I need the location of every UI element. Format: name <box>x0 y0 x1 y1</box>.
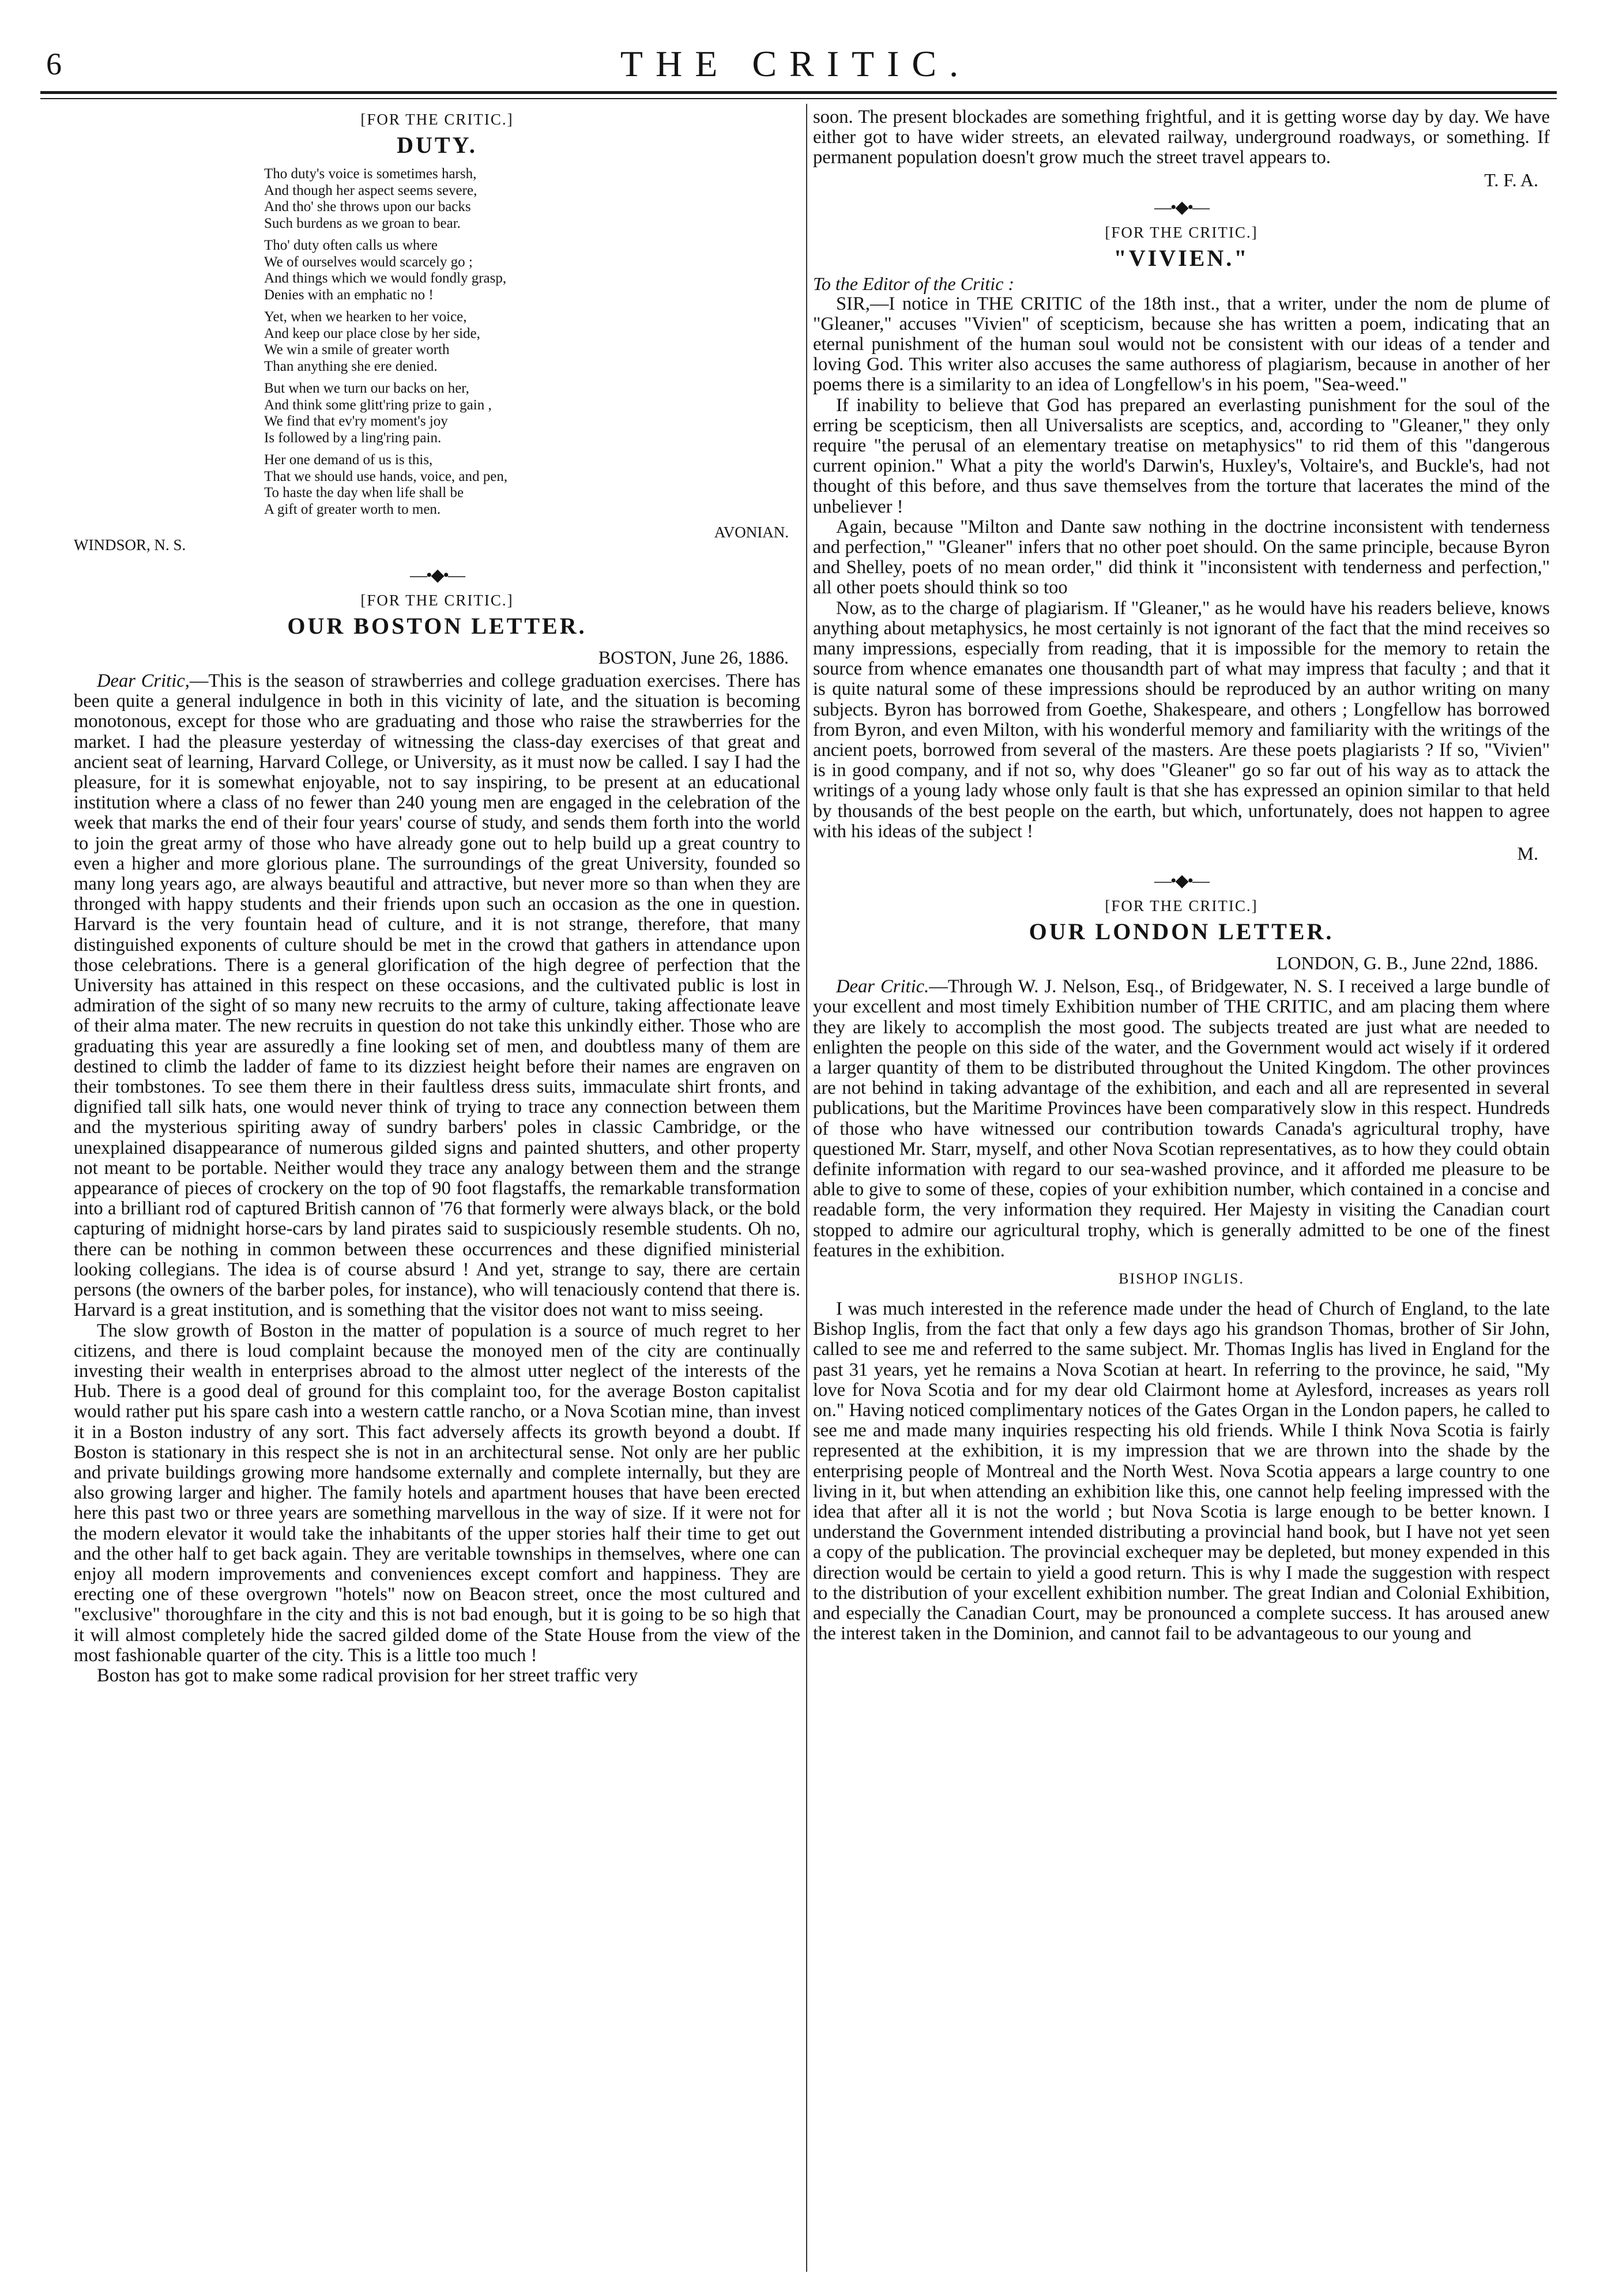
for-the-critic-label: [FOR THE CRITIC.] <box>360 111 514 128</box>
poem-line: Tho duty's voice is sometimes harsh, <box>264 166 477 182</box>
poem-line: Her one demand of us is this, <box>264 452 433 468</box>
dateline: LONDON, G. B., June 22nd, 1886. <box>1276 953 1538 974</box>
poem-place: WINDSOR, N. S. <box>74 536 186 554</box>
subheading: BISHOP INGLIS. <box>1119 1270 1244 1287</box>
poem-stanza <box>264 381 800 446</box>
article-paragraph: Now, as to the charge of plagiarism. If "Gleaner," as he would have his readers believe, knows anything about metaphysics, he most certainly is not ignorant of the fact that the mind receives so many impressions, especially from reading, that it is impossible for the memory to retain the source from whence emanates one thousandth part of what may impress that faculty ; and that it is quite natural some of these impressions should be reproduced by an author writing on many subjects. Byron has borrowed from Goethe, Shakespeare, and others ; Longfellow has borrowed from Byron, and even Milton, with his wonderful memory and familiarity with the writings of the ancient poets, borrowed from several of the masters. Are these poets plagiarists ? If so, "Vivien" is in good company, and if not so, why does "Gleaner" go so far out of his way as to attack the writings of a young lady whose only fault is that she has expressed an opinion similar to that held by thousands of the best people on the earth, but which, unfortunately, does not happen to agree with his ideas of the subject ! <box>813 597 1550 842</box>
poem-author: AVONIAN. <box>714 524 789 541</box>
poem-stanza <box>264 309 800 375</box>
boston-letter-article <box>74 589 800 1686</box>
column-divider <box>806 104 807 2272</box>
poem-line: But when we turn our backs on her, <box>264 381 469 396</box>
for-the-critic-label: [FOR THE CRITIC.] <box>1105 223 1258 241</box>
masthead-title: THE CRITIC. <box>620 43 972 84</box>
poem-line: To haste the day when life shall be <box>264 485 464 500</box>
vivien-letter-article <box>813 221 1550 864</box>
poem-signature-row <box>74 524 800 558</box>
article-title: "VIVIEN." <box>1113 244 1249 271</box>
letter-signature: M. <box>1517 843 1538 864</box>
poem-line: And think some glitt'ring prize to gain , <box>264 397 492 413</box>
article-paragraph <box>74 671 800 1321</box>
section-ornament: —•◆•— <box>409 566 465 585</box>
poem-line: We find that ev'ry moment's joy <box>264 413 448 429</box>
paragraph-text: —Through W. J. Nelson, Esq., of Bridgewater, N. S. I received a large bundle of your excellent and most timely Exhibition number of THE CRITIC, and am placing them where they are likely to accomplish the most good. The subjects treated are just what are needed to enlighten the people on this side of the water, and the Government would act wisely if it ordered a larger quantity of them to be distributed throughout the United Kingdom. The other provinces are not behind in taking advantage of the exhibition, and each and all are represented in several publications, but the Maritime Provinces have been comparatively slow in this respect. Hundreds of those who have witnessed our contribution towards Canada's agricultural trophy, have questioned Mr. Starr, myself, and other Nova Scotian representatives, as to how they could obtain definite information with regard to our sea-washed province, and it afforded me pleasure to be able to give to some of these, copies of your exhibition number, which contained in a concise and readable form, the very information they required. Her Majesty in visiting the Canadian court stopped to admire our agricultural trophy, which is generally admitted to be one of the finest features in the exhibition. <box>813 976 1550 1261</box>
boston-letter-continuation <box>813 107 1550 190</box>
duty-poem-article <box>74 108 800 558</box>
dateline: BOSTON, June 26, 1886. <box>598 647 789 668</box>
article-paragraph: SIR,—I notice in THE CRITIC of the 18th inst., that a writer, under the nom de plume of "Gleaner," accuses "Vivien" of scepticism, because she has written a poem, indicating that an eternal punishment of the human soul would not be consistent with our ideas of a tender and loving God. This writer also accuses the same authoress of plagiarism, because in another of her poems there is a similarity to an idea of Longfellow's in his poem, "Sea-weed." <box>813 293 1550 396</box>
for-the-critic-label: [FOR THE CRITIC.] <box>1105 897 1258 915</box>
poem-line: Yet, when we hearken to her voice, <box>264 309 467 325</box>
london-letter-article <box>813 895 1550 1644</box>
poem-line: And keep our place close by her side, <box>264 325 480 341</box>
header-rule-thick <box>40 91 1557 94</box>
poem-line: And tho' she throws upon our backs <box>264 199 471 214</box>
article-title: OUR BOSTON LETTER. <box>287 613 587 639</box>
poem-line: Denies with an emphatic no ! <box>264 287 434 303</box>
poem-line: And things which we would fondly grasp, <box>264 270 507 286</box>
salutation: Dear Critic. <box>836 976 929 998</box>
article-paragraph: If inability to believe that God has prepared an everlasting punishment for the soul of the erring be scepticism, then all Universalists are sceptics, and, according to "Gleaner," they only require "the perusal of an elementary treatise on metaphysics" to rid them of this "dangerous current opinion." What a pity the world's Darwin's, Huxley's, Voltaire's, and Buckle's, had not thought of this before, and thus save themselves from the torture that lacerates the mind of the unbeliever ! <box>813 394 1550 517</box>
poem-line: We of ourselves would scarcely go ; <box>264 254 473 270</box>
article-title: DUTY. <box>397 132 477 158</box>
right-column <box>813 104 1550 2278</box>
poem-stanza <box>264 166 800 232</box>
for-the-critic-label: [FOR THE CRITIC.] <box>360 592 514 609</box>
header-rule-thin <box>40 98 1557 99</box>
article-paragraph <box>813 977 1550 1261</box>
left-column <box>74 104 800 2278</box>
poem-line: We win a smile of greater worth <box>264 342 450 357</box>
poem-line: Such burdens as we groan to bear. <box>264 215 461 231</box>
page-header <box>40 40 1551 92</box>
poem-line: Is followed by a ling'ring pain. <box>264 430 442 446</box>
poem-line: Tho' duty often calls us where <box>264 238 438 253</box>
poem-line: Than anything she ere denied. <box>264 358 438 374</box>
poem-line: A gift of greater worth to men. <box>264 501 441 517</box>
page-number: 6 <box>46 47 62 81</box>
poem-line: And though her aspect seems severe, <box>264 182 477 198</box>
letter-signature: T. F. A. <box>1484 169 1538 190</box>
poem-stanza <box>264 452 800 518</box>
addressee-line: To the Editor of the Critic : <box>813 273 1015 294</box>
article-paragraph: I was much interested in the reference made under the head of Church of England, to the late Bishop Inglis, from the fact that only a few days ago his grandson Thomas, brother of Sir John, called to see me and referred to the same subject. Mr. Thomas Inglis has lived in England for the past 31 years, yet he remains a Nova Scotian at heart. In referring to the province, he said, "My love for Nova Scotia and for my dear old Clairmont home at Aylesford, increases as years roll on." Having noticed complimentary notices of the Gates Organ in the London papers, he called to see me and made many inquiries respecting his old friends. While I think Nova Scotia is fairly represented at the exhibition, it is my impression that we are thrown into the shade by the enterprising people of Montreal and the North West. Nova Scotia appears a large country to one living in it, but when attending an exhibition like this, one cannot help feeling impressed with the idea that after all it is not the world ; but Nova Scotia is large enough to be better known. I understand the Government intended distributing a provincial hand book, but I have not yet seen a copy of the publication. The provincial exchequer may be depleted, but money expended in this direction would be certain to yield a good return. This is why I made the suggestion with respect to the distribution of your excellent exhibition number. The great Indian and Colonial Exhibition, and especially the Canadian Court, may be pronounced a complete success. It has aroused anew the interest taken in the Dominion, and cannot fail to be advantageous to our young and <box>813 1298 1550 1644</box>
poem-body <box>264 166 800 518</box>
poem-line: That we should use hands, voice, and pen, <box>264 468 508 484</box>
section-ornament: —•◆•— <box>1154 871 1209 891</box>
article-paragraph: The slow growth of Boston in the matter of population is a source of much regret to her citizens, and there is loud complaint because the monoyed men of the city are continually investing their wealth in enterprises abroad to the almost utter neglect of the interests of the Hub. There is a good deal of ground for this complaint too, for the average Boston capitalist would rather put his spare cash into a western cattle rancho, or a Nova Scotian mine, than invest it in a Boston industry of any sort. This fact adversely affects its growth beyond a doubt. If Boston is stationary in this respect she is not in an architectural sense. Not only are her public and private buildings growing more handsome externally and complete internally, but they are also growing larger and higher. The family hotels and apartment houses that have been erected here this past two or three years are something marvellous in the way of size. If it were not for the modern elevator it would take the inhabitants of the upper stories half their time to get out and the other half to get back again. They are veritable townships in themselves, where one can enjoy all modern improvements and conveniences except comfort and happiness. They are erecting one of these overgrown "hotels" now on Beacon street, once the most cultured and "exclusive" thoroughfare in the city and this is not bad enough, but it is going to be so high that it will almost completely hide the sacred gilded dome of the State House from the view of the most fashionable quarter of the city. This is a little too much ! <box>74 1320 800 1666</box>
article-paragraph: Again, because "Milton and Dante saw nothing in the doctrine inconsistent with tenderness and perfection," "Gleaner" infers that no other poet should. On the same principle, because Byron and Shelley, poets of no mean order," did think it "inconsistent with tenderness and perfection," all other poets should think so too <box>813 516 1550 599</box>
article-paragraph: soon. The present blockades are something frightful, and it is getting worse day by day. We have either got to have wider streets, an elevated railway, underground roadways, or something. If permanent population doesn't grow much the street travel appears to. <box>813 107 1550 168</box>
paragraph-text: —This is the season of strawberries and college graduation exercises. There has been quite a general indulgence in both in this vicinity of late, and the situation is becoming monotonous, except for those who are graduating and those who raise the strawberries for the market. I had the pleasure yesterday of witnessing the class-day exercises of that great and ancient seat of learning, Harvard College, or University, as it must now be called. I say I had the pleasure, for it is somewhat enjoyable, not to say inspiring, to be present at an educational institution where a class of no fewer than 240 young men are engaged in the celebration of the week that marks the end of their four years' course of study, and sends them forth into the world to join the great army of those who have already gone out to help build up a great country to even a higher and more glorious plane. The surroundings of the great University, founded so many long years ago, are always beautiful and attractive, but never more so than when they are thronged with happy students and their friends upon such an occasion as the one in question. Harvard is the very fountain head of culture, and it is not strange, therefore, that many distinguished exponents of culture should be met in the crowd that gathers in attendance upon those celebrations. There is a general glorification of the high degree of perfection that the University has attained in this respect on these occasions, and the cultivated public is lost in admiration of the sight of so many new recruits to the army of culture, taking affectionate leave of their alma mater. The new recruits in question do not take this unkindly either. Those who are graduating this year are assuredly a fine looking set of men, and doubtless many of them are destined to climb the ladder of fame to its dizziest height before their names are engraven on their tombstones. To see them there in their faultless dress suits, immaculate shirt fronts, and dignified tall silk hats, one would never think of trying to trace any connection between them and the mysterious spiriting away of sundry barbers' poles in classic Cambridge, or the unexplained disappearance of numerous gilded signs and painted shutters, and other property not meant to be portable. Neither would they trace any analogy between them and the strange appearance of pieces of crockery on the top of 90 foot flagstaffs, the remarkable transformation into a brilliant rod of captured British cannon of '76 that formerly were always black, or the bold capturing of midnight horse-cars by land pirates said to suspiciously resemble students. Oh no, there can be nothing in common between these occurrences and these dignified ministerial looking collegians. The idea is of course absurd ! And yet, strange to say, there are certain persons (the owners of the barber poles, for instance), who will tenaciously contend that there is. Harvard is a great institution, and is something that the visitor does not want to miss seeing. <box>74 671 800 1321</box>
article-title: OUR LONDON LETTER. <box>1029 919 1334 945</box>
article-paragraph: Boston has got to make some radical provision for her street traffic very <box>97 1665 638 1686</box>
salutation: Dear Critic, <box>97 671 190 691</box>
poem-stanza <box>264 238 800 303</box>
section-ornament: —•◆•— <box>1154 197 1209 217</box>
